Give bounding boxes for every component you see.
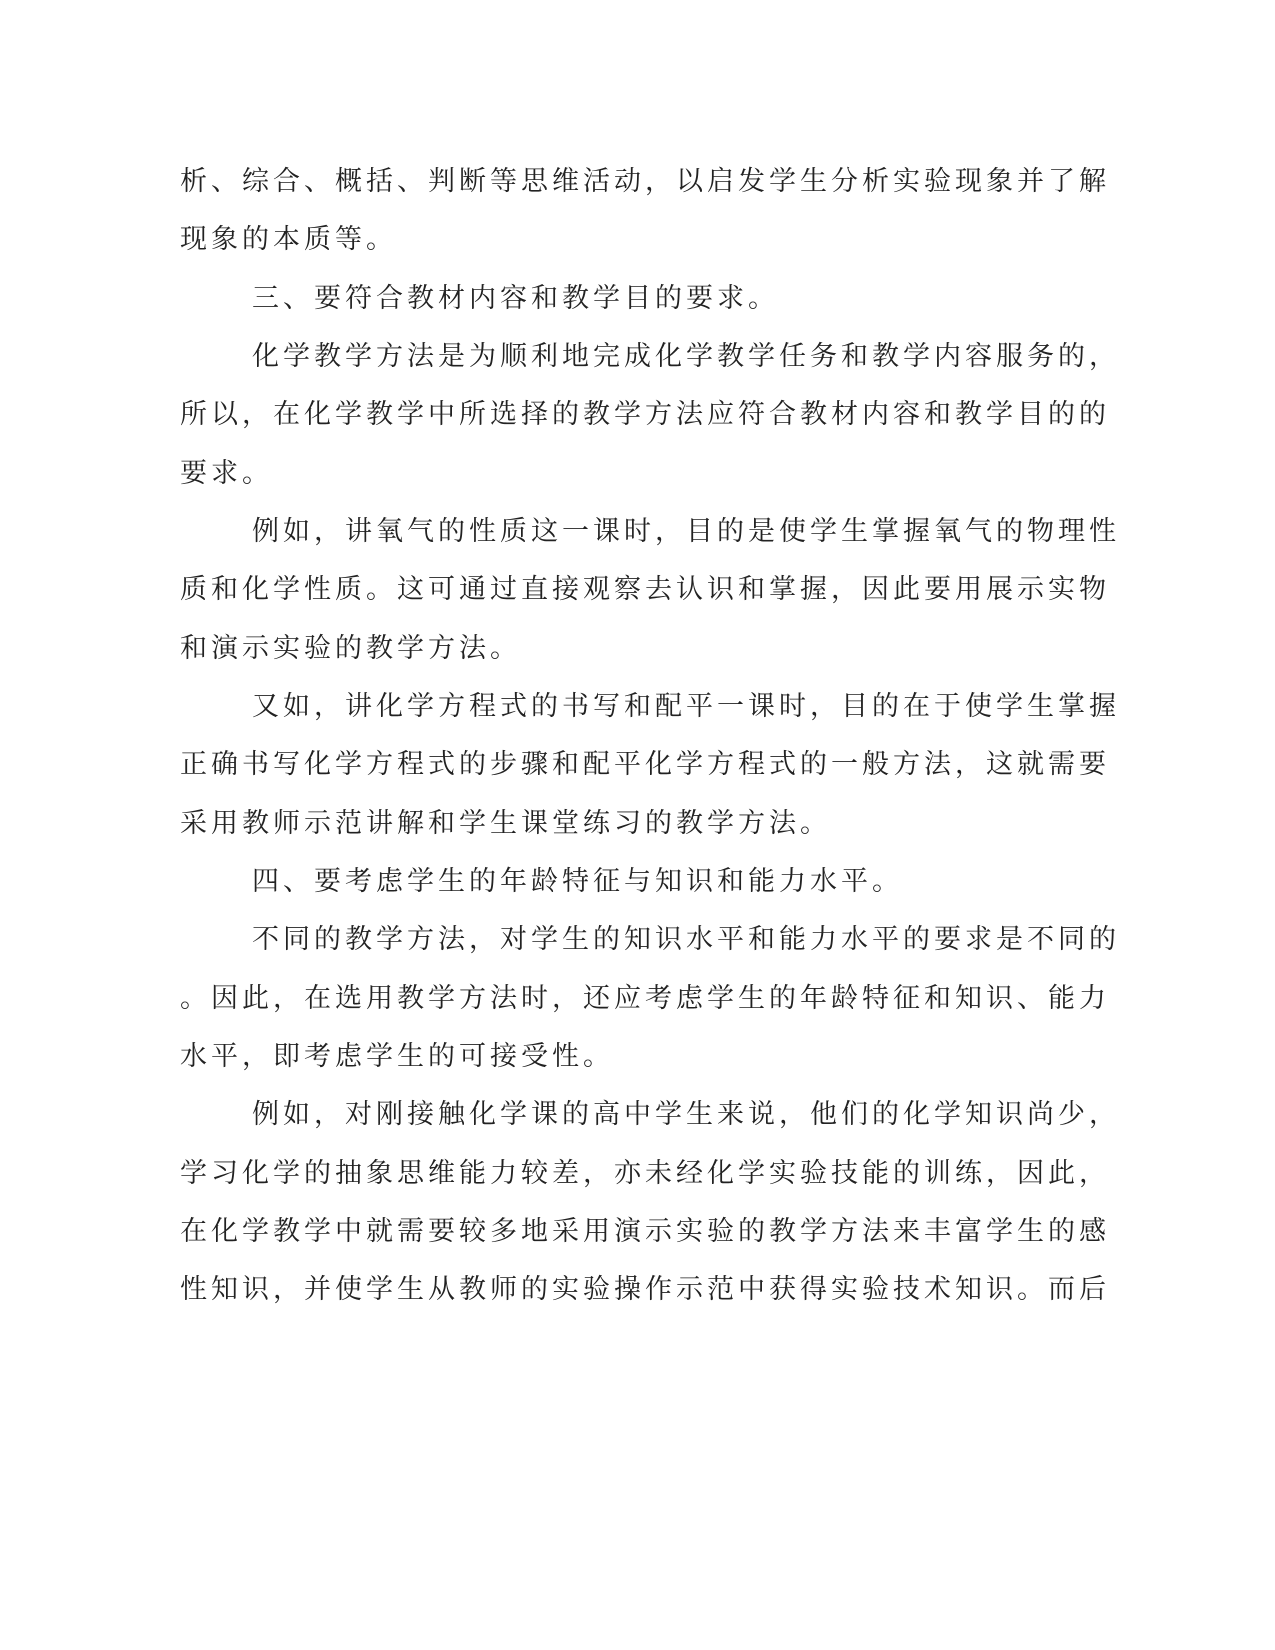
text-line: 水平，即考虑学生的可接受性。 (180, 1041, 614, 1072)
text-line: 采用教师示范讲解和学生课堂练习的教学方法。 (180, 808, 831, 839)
paragraph-start: 例如，讲氧气的性质这一课时，目的是使学生掌握氧气的物理性 (252, 516, 1120, 547)
text-line: 正确书写化学方程式的步骤和配平化学方程式的一般方法，这就需要 (180, 749, 1110, 780)
text-line: 。因此，在选用教学方法时，还应考虑学生的年龄特征和知识、能力 (180, 983, 1110, 1014)
section-heading: 四、要考虑学生的年龄特征与知识和能力水平。 (252, 866, 903, 897)
paragraph-start: 例如，对刚接触化学课的高中学生来说，他们的化学知识尚少， (252, 1099, 1120, 1130)
text-line: 析、综合、概括、判断等思维活动，以启发学生分析实验现象并了解 (180, 166, 1110, 197)
text-line: 在化学教学中就需要较多地采用演示实验的教学方法来丰富学生的感 (180, 1216, 1110, 1247)
text-line: 学习化学的抽象思维能力较差，亦未经化学实验技能的训练，因此， (180, 1158, 1110, 1189)
paragraph-start: 不同的教学方法，对学生的知识水平和能力水平的要求是不同的 (252, 924, 1120, 955)
section-heading: 三、要符合教材内容和教学目的要求。 (252, 283, 779, 314)
text-line: 质和化学性质。这可通过直接观察去认识和掌握，因此要用展示实物 (180, 574, 1110, 605)
text-line: 和演示实验的教学方法。 (180, 633, 521, 664)
paragraph-start: 又如，讲化学方程式的书写和配平一课时，目的在于使学生掌握 (252, 691, 1120, 722)
text-line: 所以，在化学教学中所选择的教学方法应符合教材内容和教学目的的 (180, 399, 1110, 430)
text-line: 现象的本质等。 (180, 224, 397, 255)
paragraph-start: 化学教学方法是为顺利地完成化学教学任务和教学内容服务的， (252, 341, 1120, 372)
text-line: 性知识，并使学生从教师的实验操作示范中获得实验技术知识。而后 (180, 1274, 1110, 1305)
text-line: 要求。 (180, 458, 273, 489)
